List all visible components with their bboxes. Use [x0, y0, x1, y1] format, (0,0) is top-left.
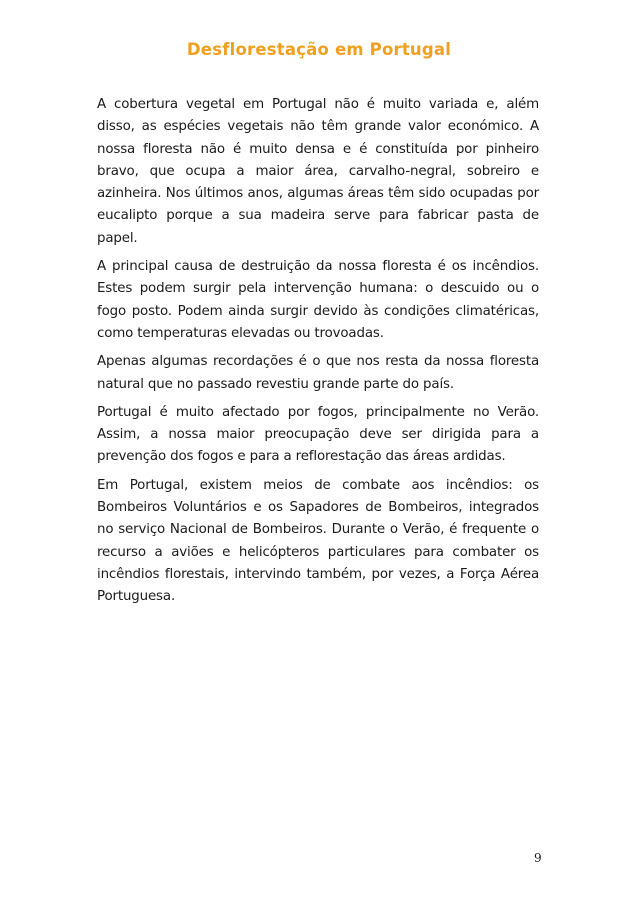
paragraph-3: Apenas algumas recordações é o que nos resta da nossa floresta natural que no passado revestiu grande parte do país.	[97, 354, 539, 392]
paragraph-2: A principal causa de destruição da nossa floresta é os incêndios. Estes podem surgir pela intervenção humana: o descuido ou o fogo posto. Podem ainda surgir devido às condições climatéricas, como temperaturas elevadas ou trovoadas.	[97, 259, 539, 341]
page-title: Desflorestação em Portugal	[186, 40, 452, 59]
paragraph-5: Em Portugal, existem meios de combate aos incêndios: os Bombeiros Voluntários e os Sapadores de Bombeiros, integrados no serviço Nacional de Bombeiros. Durante o Verão, é frequente o recurso a aviões e helicópteros particulares para combater os incêndios florestais, intervindo também, por vezes, a Força Aérea Portuguesa.	[97, 477, 539, 605]
body-text	[97, 94, 539, 615]
page-number: 9	[534, 851, 542, 865]
paragraph-4: Portugal é muito afectado por fogos, principalmente no Verão. Assim, a nossa maior preocupação deve ser dirigida para a prevenção dos fogos e para a reflorestação das áreas ardidas.	[97, 404, 539, 465]
paragraph-1: A cobertura vegetal em Portugal não é muito variada e, além disso, as espécies vegetais não têm grande valor económico. A nossa floresta não é muito densa e é constituída por pinheiro bravo, que ocupa a maior área, carvalho-negral, sobreiro e azinheira. Nos últimos anos, algumas áreas têm sido ocupadas por eucalipto porque a sua madeira serve para fabricar pasta de papel.	[97, 97, 539, 246]
